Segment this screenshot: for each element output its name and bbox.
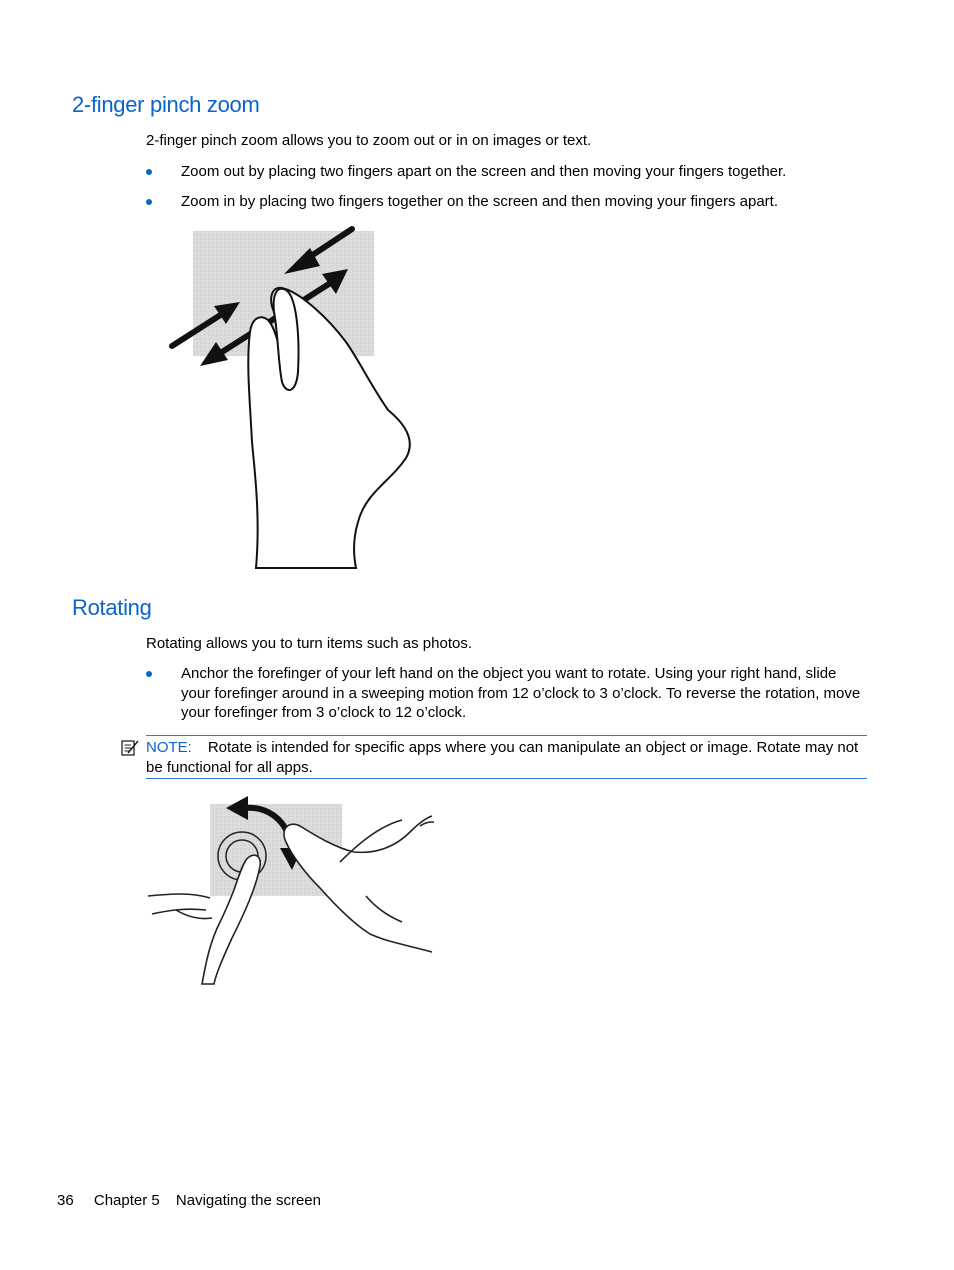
- page-footer: [57, 1192, 321, 1209]
- rotating-intro: Rotating allows you to turn items such as photos.: [146, 635, 473, 652]
- note-icon: [120, 738, 140, 758]
- note-body: Rotate is intended for specific apps where you can manipulate an object or image. Rotate may not be functional for all apps.: [146, 739, 859, 776]
- left-hand-icon: [148, 855, 260, 984]
- bullet-icon: [146, 671, 152, 677]
- section-heading-rotating: Rotating: [72, 595, 152, 620]
- rotate-illustration: [140, 792, 440, 992]
- bullet-icon: [146, 199, 152, 205]
- section-heading-pinch-zoom: 2-finger pinch zoom: [72, 92, 260, 117]
- chapter-label: Chapter 5: [93, 1192, 160, 1209]
- list-item: Zoom out by placing two fingers apart on the screen and then moving your fingers together.: [181, 163, 787, 180]
- pinch-zoom-illustration: [160, 222, 430, 574]
- chapter-title: Navigating the screen: [175, 1192, 321, 1209]
- list-item: Anchor the forefinger of your left hand on the object you want to rotate. Using your right hand, slide your forefinger around in a sweeping motion from 12 o’clock to 3 o’clock. To reverse the rotation, move your forefinger from 3 o’clock to 12 o’clock.: [181, 665, 861, 721]
- bullet-icon: [146, 169, 152, 175]
- note-label: NOTE:: [146, 739, 192, 756]
- note-text: [146, 738, 867, 777]
- pinch-intro: 2-finger pinch zoom allows you to zoom out or in on images or text.: [146, 132, 592, 149]
- list-item: Zoom in by placing two fingers together on the screen and then moving your fingers apart.: [181, 193, 779, 210]
- hand-icon: [248, 288, 410, 568]
- page-number: 36: [57, 1192, 74, 1209]
- note-box: [146, 735, 867, 779]
